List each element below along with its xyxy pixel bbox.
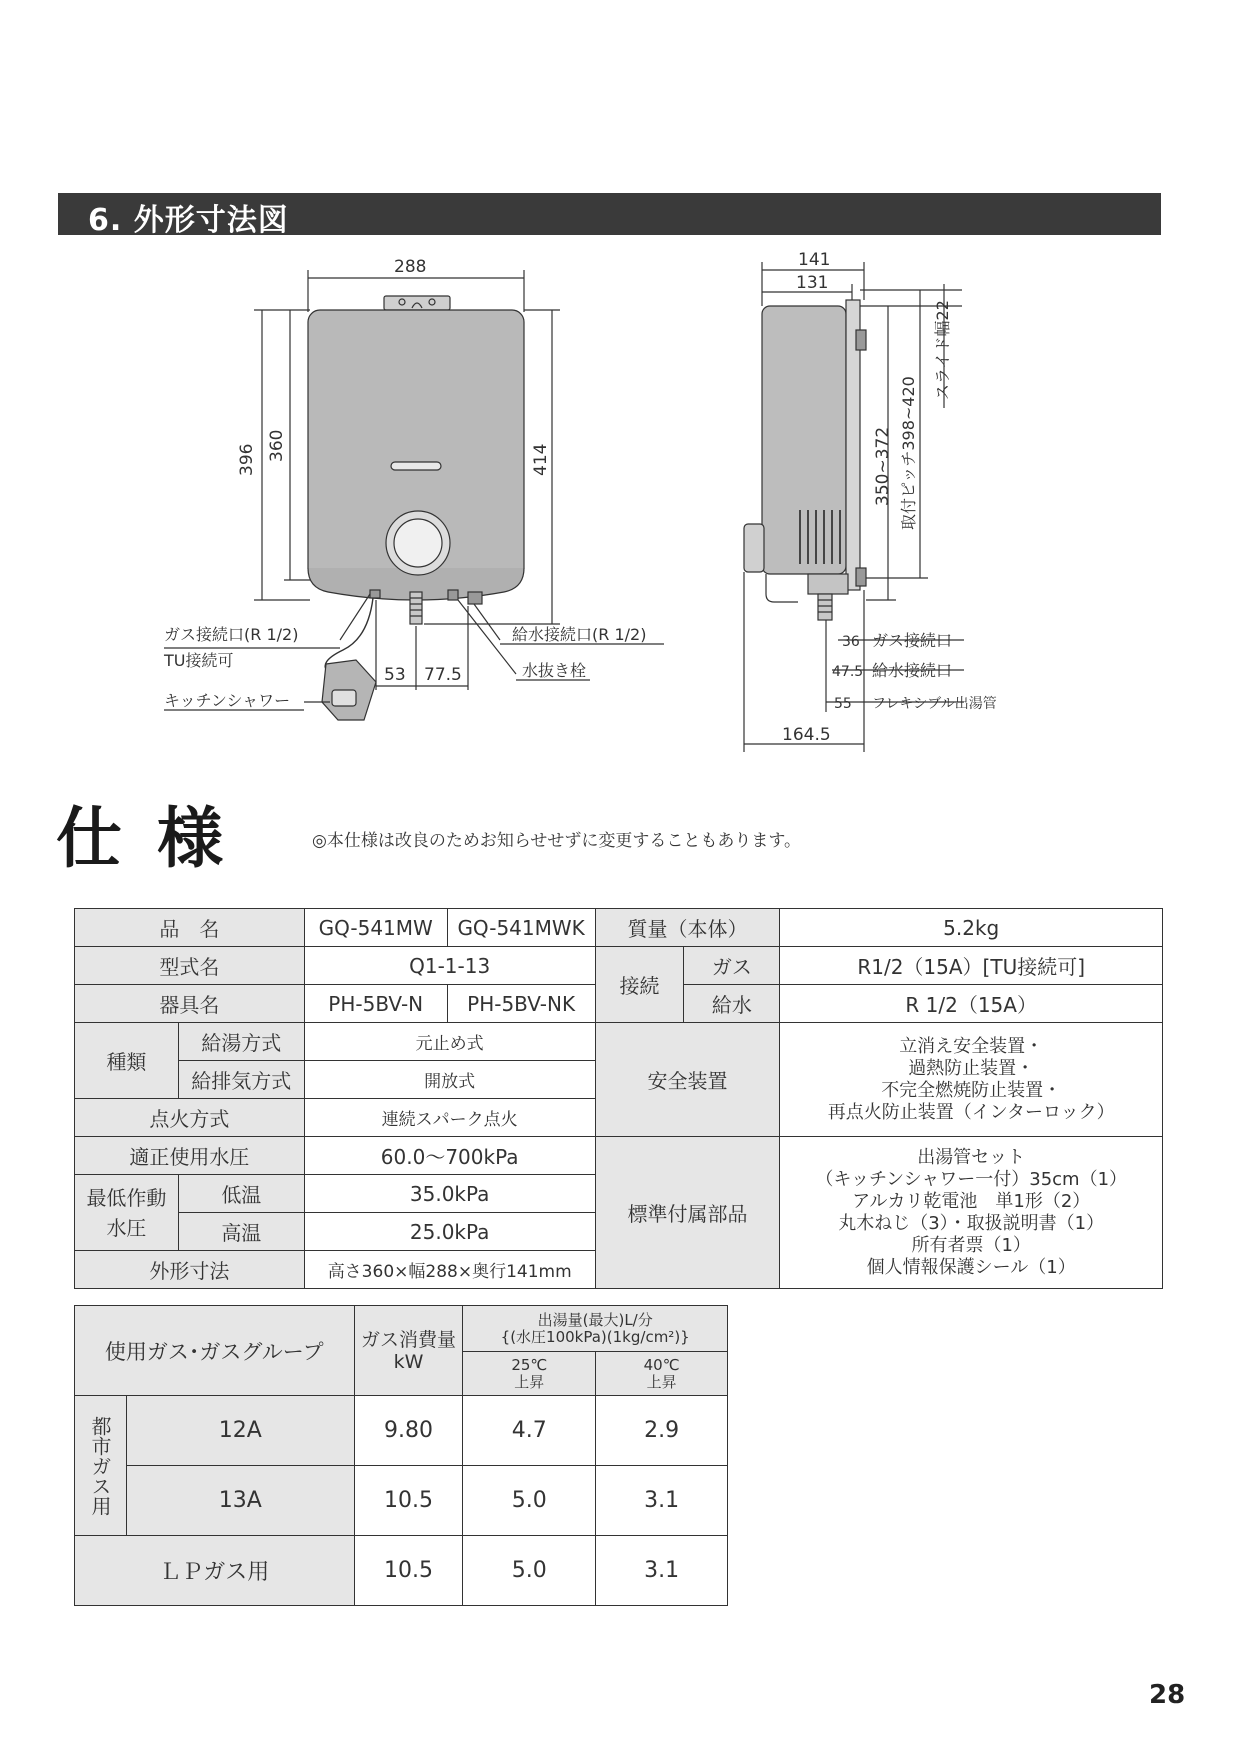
dim-141: 141 bbox=[798, 250, 831, 270]
gas-lp: ＬＰガス用 bbox=[75, 1536, 355, 1606]
section-title: 6. 外形寸法図 bbox=[88, 203, 289, 238]
r40-12a: 2.9 bbox=[596, 1396, 728, 1466]
exhaust-value: 開放式 bbox=[304, 1061, 595, 1099]
label-side-water-inlet: 給水接続口 bbox=[872, 661, 953, 680]
table-row bbox=[75, 1466, 728, 1536]
r40-13a: 3.1 bbox=[596, 1466, 728, 1536]
type-name-value: Q1-1-13 bbox=[304, 947, 595, 985]
high-temp-value: 25.0kPa bbox=[304, 1213, 595, 1251]
ignition-value: 連続スパーク点火 bbox=[304, 1099, 595, 1137]
water-pressure-value: 60.0〜700kPa bbox=[304, 1137, 595, 1175]
heater-side-body bbox=[762, 306, 846, 574]
dim-77-5: 77.5 bbox=[424, 665, 462, 685]
supply-method-value: 元止め式 bbox=[304, 1023, 595, 1061]
dimensions-label: 外形寸法 bbox=[75, 1251, 305, 1289]
table-row bbox=[75, 1023, 1163, 1061]
supply-method-label: 給湯方式 bbox=[178, 1023, 304, 1061]
r25-13a: 5.0 bbox=[463, 1466, 596, 1536]
product-name-label: 品 名 bbox=[75, 909, 305, 947]
low-temp-value: 35.0kPa bbox=[304, 1175, 595, 1213]
water-label: 給水 bbox=[684, 985, 780, 1023]
exhaust-label: 給排気方式 bbox=[178, 1061, 304, 1099]
dim-131: 131 bbox=[796, 273, 829, 293]
kw-13a: 10.5 bbox=[354, 1466, 463, 1536]
dim-47-5: 47.5 bbox=[832, 664, 864, 680]
spec-note: ◎本仕様は改良のためお知らせせずに変更することもあります。 bbox=[312, 831, 801, 851]
min-pressure-label: 最低作動 水圧 bbox=[75, 1175, 179, 1251]
gas-13a: 13A bbox=[126, 1466, 354, 1536]
gas-label: ガス bbox=[684, 947, 780, 985]
dim-width-288: 288 bbox=[394, 257, 427, 277]
r25-12a: 4.7 bbox=[463, 1396, 596, 1466]
city-gas-label: 都市ガス用 bbox=[75, 1396, 127, 1536]
model-a: GQ-541MW bbox=[304, 909, 447, 947]
spec-title: 仕 様 bbox=[56, 800, 229, 877]
label-tu-ok: TU接続可 bbox=[164, 651, 234, 670]
accessories-label: 標準付属部品 bbox=[595, 1137, 780, 1289]
page-number: 28 bbox=[1149, 1680, 1186, 1710]
water-pressure-label: 適正使用水圧 bbox=[75, 1137, 305, 1175]
table-row bbox=[75, 1306, 728, 1352]
table-row bbox=[75, 909, 1163, 947]
gas-consumption-table bbox=[74, 1305, 728, 1606]
gas-group-label: 使用ガス･ガスグループ bbox=[75, 1306, 355, 1396]
device-b: PH-5BV-NK bbox=[447, 985, 595, 1023]
table-row bbox=[75, 1536, 728, 1606]
label-slide-width: スライド幅22 bbox=[933, 300, 952, 400]
dimensions-value: 高さ360×幅288×奥行141mm bbox=[304, 1251, 595, 1289]
connection-label: 接続 bbox=[595, 947, 684, 1023]
water-value: R 1/2（15A） bbox=[780, 985, 1163, 1023]
label-water-inlet: 給水接続口(R 1/2) bbox=[512, 625, 647, 644]
output-label: 出湯量(最大)L/分 {(水圧100kPa)(1kg/cm²)} bbox=[463, 1306, 728, 1352]
spec-table bbox=[74, 908, 1163, 1289]
table-row bbox=[75, 1396, 728, 1466]
dim-36: 36 bbox=[842, 634, 860, 650]
table-row bbox=[75, 947, 1163, 985]
r40-lp: 3.1 bbox=[596, 1536, 728, 1606]
dim-55: 55 bbox=[834, 696, 852, 712]
kind-label: 種類 bbox=[75, 1023, 179, 1099]
type-name-label: 型式名 bbox=[75, 947, 305, 985]
high-temp-label: 高温 bbox=[178, 1213, 304, 1251]
dim-164-5: 164.5 bbox=[782, 725, 831, 745]
dim-height-360: 360 bbox=[267, 429, 287, 462]
device-a: PH-5BV-N bbox=[304, 985, 447, 1023]
label-side-gas-inlet: ガス接続口 bbox=[872, 631, 953, 650]
label-mount-pitch: 取付ピッチ398~420 bbox=[899, 376, 918, 530]
mass-value: 5.2kg bbox=[780, 909, 1163, 947]
table-row bbox=[75, 1137, 1163, 1175]
consumption-label: ガス消費量 kW bbox=[354, 1306, 463, 1396]
label-kitchen-shower: キッチンシャワー bbox=[164, 691, 291, 710]
device-label: 器具名 bbox=[75, 985, 305, 1023]
label-drain-plug: 水抜き栓 bbox=[522, 661, 587, 680]
gas-value: R1/2（15A）[TU接続可] bbox=[780, 947, 1163, 985]
low-temp-label: 低温 bbox=[178, 1175, 304, 1213]
mass-label: 質量（本体） bbox=[595, 909, 780, 947]
dim-53: 53 bbox=[384, 665, 406, 685]
dim-350-372: 350~372 bbox=[873, 426, 893, 506]
kw-12a: 9.80 bbox=[354, 1396, 463, 1466]
dim-height-396: 396 bbox=[237, 443, 257, 476]
r25-lp: 5.0 bbox=[463, 1536, 596, 1606]
model-b: GQ-541MWK bbox=[447, 909, 595, 947]
ignition-label: 点火方式 bbox=[75, 1099, 305, 1137]
rise-40-label: 40℃ 上昇 bbox=[596, 1352, 728, 1396]
rise-25-label: 25℃ 上昇 bbox=[463, 1352, 596, 1396]
dim-height-414: 414 bbox=[531, 443, 551, 476]
gas-12a: 12A bbox=[126, 1396, 354, 1466]
label-flexible-outlet: フレキシブル出湯管 bbox=[872, 696, 997, 712]
label-gas-inlet: ガス接続口(R 1/2) bbox=[164, 625, 299, 644]
hot-water-outlet bbox=[410, 592, 422, 624]
dimension-drawing bbox=[0, 0, 1240, 780]
accessories-list: 出湯管セット （キッチンシャワー一付）35cm（1） アルカリ乾電池 単1形（2） 丸木ねじ（3）・取扱説明書（1） 所有者票（1） 個人情報保護シール（1） bbox=[780, 1137, 1163, 1289]
safety-label: 安全装置 bbox=[595, 1023, 780, 1137]
safety-devices: 立消え安全装置・ 過熱防止装置・ 不完全燃焼防止装置・ 再点火防止装置（インターロック） bbox=[780, 1023, 1163, 1137]
kw-lp: 10.5 bbox=[354, 1536, 463, 1606]
